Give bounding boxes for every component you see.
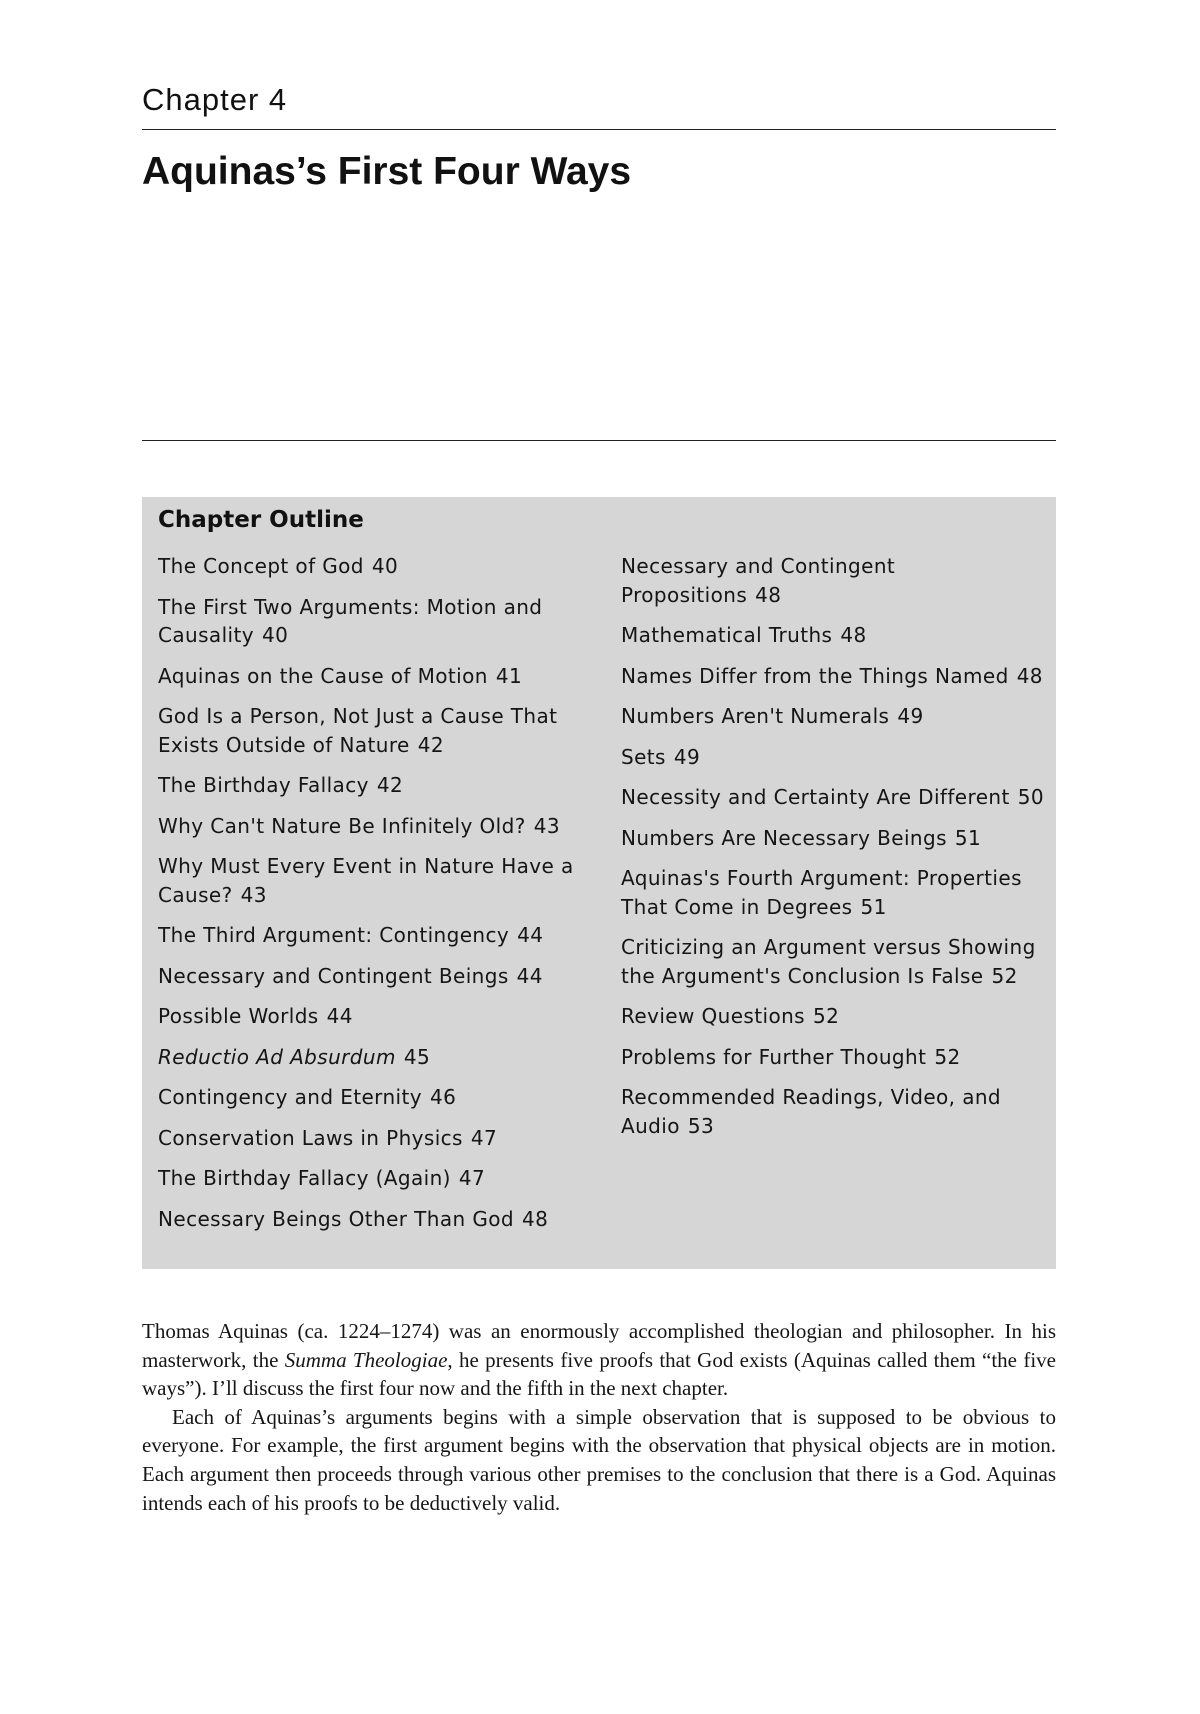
outline-entry [621,621,1046,650]
outline-entry-page: 45 [403,1044,431,1069]
outline-entry [621,864,1046,921]
outline-entry-page: 42 [376,773,404,797]
outline-entry [621,552,1046,609]
outline-entry-page: 46 [429,1085,457,1109]
outline-entry [158,852,598,909]
outline-entry [158,662,598,691]
outline-entry-page: 52 [991,963,1018,988]
outline-entry [621,824,1046,853]
outline-entry-page: 48 [840,623,867,647]
outline-entry-page: 50 [1017,785,1044,809]
work-title: Summa Theologiae [284,1347,448,1372]
outline-entry-title: Recommended Readings, Video, and Audio [621,1085,1002,1138]
outline-entry-title: Numbers Are Necessary Beings [621,825,947,850]
outline-entry [158,593,598,650]
body-paragraph: Each of Aquinas’s arguments begins with a simple observation that is supposed to be obvious to everyone. For example, the first argument begins with the observation that physical objects are in motion. Each argument then proceeds through various other premises to the conclusion that there is a God. Aquinas intends each of his proofs to be deductively valid. [142,1404,1056,1515]
outline-entry-title: Review Questions [621,1004,805,1028]
outline-entry-title: Names Differ from the Things Named [621,663,1009,688]
outline-entry-page: 42 [417,732,444,757]
outline-entry [158,771,598,800]
outline-entry-title: Aquinas's Fourth Argument: Properties That Come in Degrees [621,866,1022,919]
outline-entry [621,1083,1046,1140]
chapter-outline-box [142,497,1056,1269]
outline-entry [158,552,598,581]
outline-entry [621,933,1046,990]
outline-entry-page: 44 [326,1004,353,1028]
outline-entry-title: Numbers Aren't Numerals [621,704,890,728]
outline-entry-title: The Third Argument: Contingency [158,923,510,947]
outline-entry-title: Necessary and Contingent Beings [158,963,509,988]
outline-entry-title: Sets [621,744,666,769]
outline-entry-title: Necessary Beings Other Than God [158,1206,514,1231]
header-rule [142,129,1056,130]
outline-entry-title: Contingency and Eternity [158,1085,422,1109]
outline-entry [158,812,598,841]
outline-entry-page: 44 [516,963,543,988]
outline-entry [158,921,598,950]
outline-entry [158,1043,598,1072]
outline-entry [158,1002,598,1031]
outline-entry-page: 48 [1016,663,1043,688]
outline-entry-page: 51 [860,894,887,919]
outline-entry [158,1083,598,1112]
outline-entry-title: Reductio Ad Absurdum [158,1044,396,1069]
outline-entry [158,702,598,759]
chapter-label: Chapter 4 [142,82,288,117]
outline-entry-title: Conservation Laws in Physics [158,1125,463,1150]
outline-entry-page: 43 [240,882,267,907]
chapter-title: Aquinas’s First Four Ways [142,150,632,193]
outline-entry [158,1164,598,1193]
outline-entry-title: Why Can't Nature Be Infinitely Old? [158,813,526,838]
outline-entry-page: 40 [261,623,289,647]
outline-entry-page: 44 [517,923,544,947]
outline-entry-page: 49 [673,744,701,769]
outline-entry [158,1205,598,1234]
outline-entry-title: Necessity and Certainty Are Different [621,785,1010,809]
outline-entry-title: Mathematical Truths [621,623,833,647]
outline-right-column [621,552,1046,1152]
outline-entry-title: Possible Worlds [158,1004,319,1028]
section-rule [142,440,1056,441]
outline-entry-title: The Concept of God [158,554,364,578]
outline-entry-title: Criticizing an Argument versus Showing the Argument's Conclusion Is False [621,935,1036,988]
outline-entry-title: God Is a Person, Not Just a Cause That Exists Outside of Nature [158,704,558,757]
body-paragraph: Thomas Aquinas (ca. 1224–1274) was an enormously accomplished theologian and philosopher. In his masterwork, the Summa Theologiae, he presents five proofs that God exists (Aquinas called them “the five ways”). I’ll discuss the first four now and the fifth in the next chapter. [142,1319,1056,1401]
outline-entry-page: 40 [371,554,399,578]
outline-entry-page: 49 [897,704,924,728]
outline-left-column [158,552,598,1245]
outline-entry-title: Aquinas on the Cause of Motion [158,663,488,688]
outline-entry-page: 48 [755,582,782,607]
outline-entry-page: 51 [954,825,982,850]
outline-entry [621,1043,1046,1072]
outline-entry-title: Problems for Further Thought [621,1044,927,1069]
outline-entry-page: 43 [533,813,560,838]
outline-entry-title: The First Two Arguments: Motion and Causality [158,594,543,647]
outline-entry-page: 47 [470,1125,498,1150]
outline-entry [621,1002,1046,1031]
outline-entry [621,783,1046,812]
outline-entry-title: The Birthday Fallacy (Again) [158,1166,451,1190]
outline-entry [621,702,1046,731]
outline-entry [158,1124,598,1153]
outline-entry-page: 52 [813,1004,840,1028]
outline-entry [158,962,598,991]
outline-entry-page: 41 [495,663,523,688]
outline-entry-page: 52 [934,1044,961,1069]
outline-entry [621,662,1046,691]
outline-entry-title: The Birthday Fallacy [158,773,369,797]
outline-entry [621,743,1046,772]
body-text [142,1317,1056,1517]
outline-entry-page: 47 [458,1166,486,1190]
outline-entry-page: 53 [687,1113,715,1138]
outline-entry-title: Why Must Every Event in Nature Have a Cause? [158,854,574,907]
outline-entry-title: Necessary and Contingent Propositions [621,554,896,607]
outline-heading: Chapter Outline [158,507,364,533]
outline-entry-page: 48 [521,1206,549,1231]
